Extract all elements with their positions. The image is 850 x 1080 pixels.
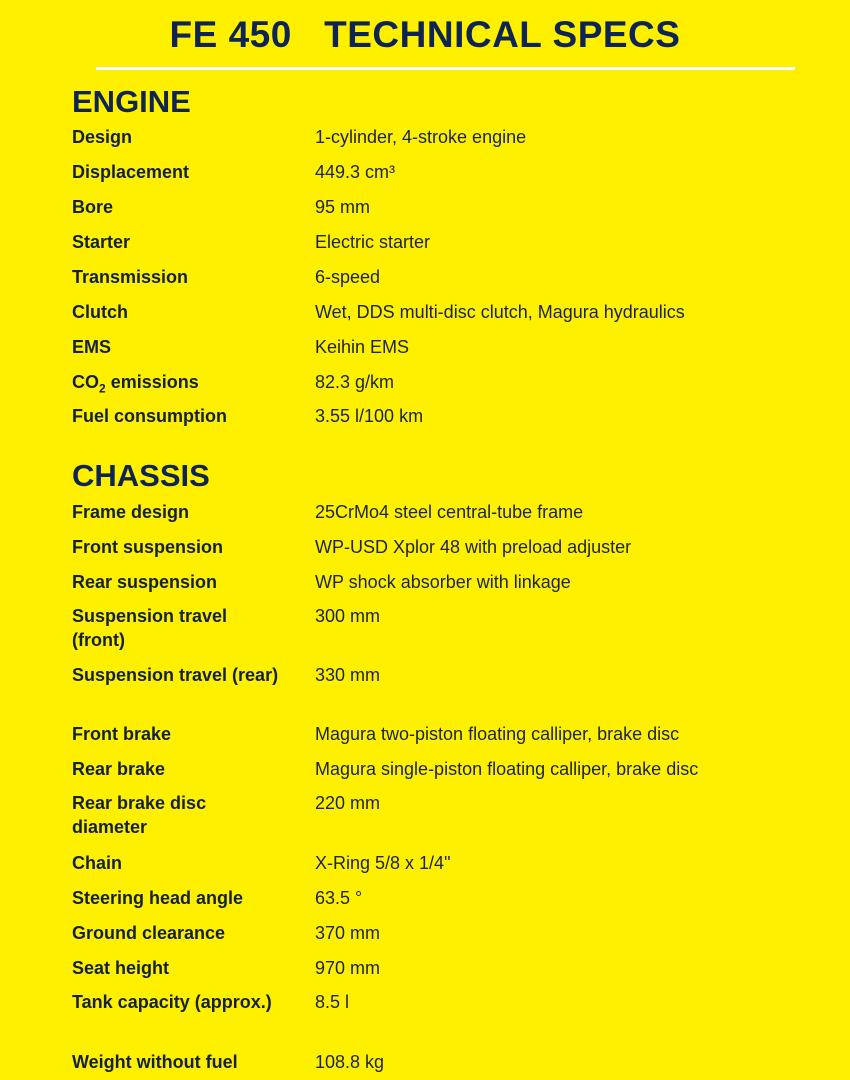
spec-value: 63.5 ° <box>315 888 363 908</box>
spec-value: 970 mm <box>315 958 381 978</box>
spec-value: WP-USD Xplor 48 with preload adjuster <box>315 537 632 557</box>
spec-label: Rear brake disc diameter <box>72 793 207 837</box>
page-title: FE 450 TECHNICAL SPECS <box>169 14 681 55</box>
spec-value: 370 mm <box>315 923 381 943</box>
spec-label: Steering head angle <box>72 888 244 908</box>
co2-label-subscript: 2 <box>99 381 106 396</box>
spec-label: Front brake <box>72 724 172 744</box>
spec-value: 220 mm <box>315 793 381 813</box>
spec-label: Frame design <box>72 502 190 522</box>
spec-label: Clutch <box>72 302 128 322</box>
spec-value: Wet, DDS multi-disc clutch, Magura hydraulics <box>315 302 685 322</box>
spec-label: Bore <box>72 197 114 217</box>
spec-label: Front suspension <box>72 537 224 557</box>
spec-value: 6-speed <box>315 267 381 287</box>
spec-label: Suspension travel (front) <box>72 606 228 650</box>
co2-label-suffix: emissions <box>105 372 199 392</box>
spec-value: WP shock absorber with linkage <box>315 572 571 592</box>
spec-value: 330 mm <box>315 665 381 685</box>
spec-label: Transmission <box>72 267 189 287</box>
spec-value: Electric starter <box>315 232 431 252</box>
spec-value: 449.3 cm³ <box>315 162 396 182</box>
spec-label: Rear brake <box>72 759 166 779</box>
spec-label: Design <box>72 127 133 147</box>
spec-label: Rear suspension <box>72 572 218 592</box>
spec-value: Keihin EMS <box>315 337 410 357</box>
spec-value: 95 mm <box>315 197 371 217</box>
spec-label: Suspension travel (rear) <box>72 665 279 685</box>
spec-value: 108.8 kg <box>315 1052 385 1072</box>
spec-label: Displacement <box>72 162 190 182</box>
spec-label: Ground clearance <box>72 923 226 943</box>
spec-label: Fuel consumption <box>72 406 227 426</box>
spec-value: 25CrMo4 steel central-tube frame <box>315 502 584 522</box>
spec-label: EMS <box>72 337 112 357</box>
spec-label: Starter <box>72 232 131 252</box>
spec-value: 82.3 g/km <box>315 372 395 392</box>
spec-value: 300 mm <box>315 606 381 626</box>
engine-heading: ENGINE <box>72 84 191 119</box>
spec-label: Chain <box>72 853 123 873</box>
spec-label: Seat height <box>72 958 170 978</box>
spec-value: 3.55 l/100 km <box>315 406 424 426</box>
chassis-heading: CHASSIS <box>72 458 210 493</box>
spec-value: Magura two-piston floating calliper, brake disc <box>315 724 680 744</box>
title-divider <box>96 67 795 70</box>
spec-value: 1-cylinder, 4-stroke engine <box>315 127 527 147</box>
spec-value: Magura single-piston floating calliper, brake disc <box>315 759 699 779</box>
spec-value: X-Ring 5/8 x 1/4" <box>315 853 451 873</box>
spec-label: Weight without fuel <box>72 1052 238 1072</box>
spec-label <box>72 370 282 394</box>
spec-value: 8.5 l <box>315 992 350 1012</box>
co2-label-prefix: CO <box>72 372 99 392</box>
spec-label: Tank capacity (approx.) <box>72 992 272 1012</box>
